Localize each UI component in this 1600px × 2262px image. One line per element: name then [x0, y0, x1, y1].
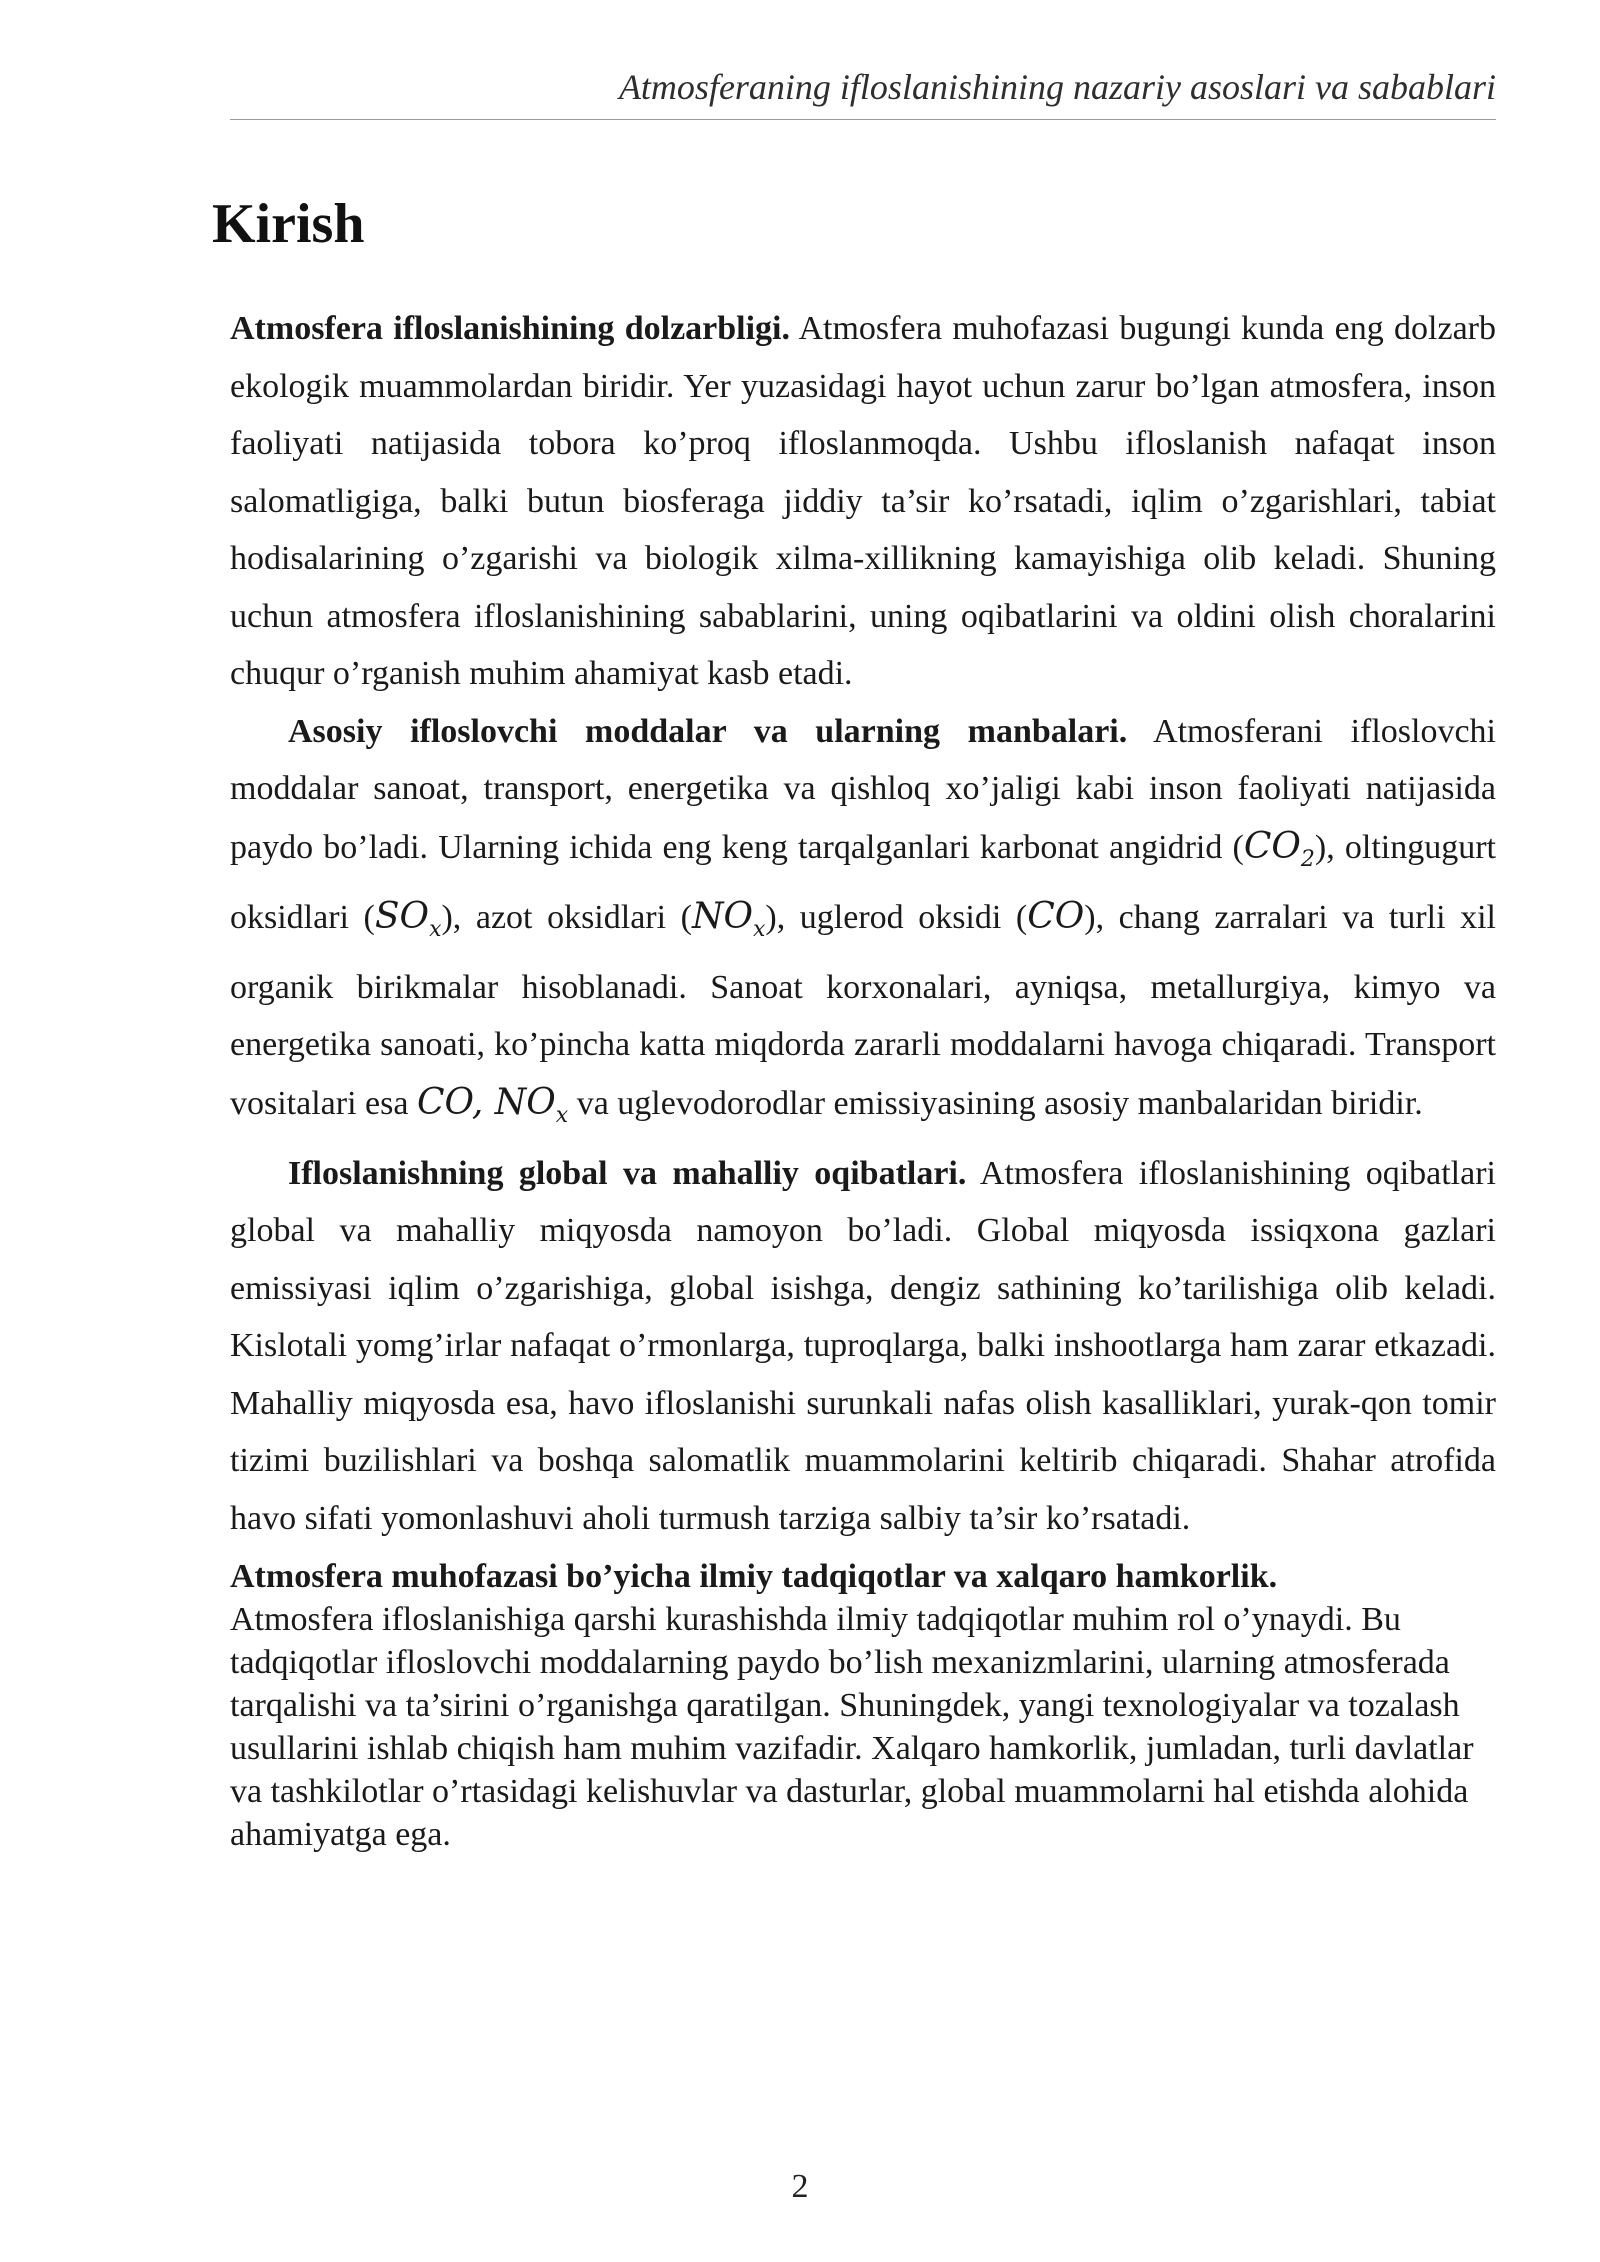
paragraph-text-research: Atmosfera ifloslanishiga qarshi kurashishda ilmiy tadqiqotlar muhim rol o’ynaydi. Bu tadqiqotlar ifloslovchi moddalarning paydo bo’lish mexanizmlarini, ularning atmosferada tarqalishi va ta’sirini o’rganishga qaratilgan. Shuningdek, yangi texnologiyalar va tozalash usullarini ishlab chiqish ham muhim vazifadir. Xalqaro hamkorlik, jumladan, turli davlatlar va tashkilotlar o’rtasidagi kelishuvlar va dasturlar, global muammolarni hal etishda alohida ahamiyatga ega.	[230, 1601, 1474, 1854]
body-text	[230, 300, 1496, 1856]
formula-nox-sub: x	[752, 917, 766, 943]
page-number: 2	[791, 2168, 809, 2205]
formula-co: CO	[1027, 896, 1085, 938]
formula-sox-sub: x	[429, 917, 442, 943]
paragraph-text-pollutants-4: ), uglerod oksidi (	[765, 899, 1028, 937]
paragraph-text-relevance: Atmosfera muhofazasi bugungi kunda eng dolzarb ekologik muammolardan biridir. Yer yuzasidagi hayot uchun zarur bo’lgan atmosfera, inson faoliyati natijasida tobora ko’proq ifloslanmoqda. Ushbu ifloslanish nafaqat inson salomatligiga, balki butun biosferaga jiddiy ta’sir ko’rsatadi, iqlim o’zgarishlari, tabiat hodisalarining o’zgarishi va biologik xilma-xillikning kamayishiga olib keladi. Shuning uchun atmosfera ifloslanishining sabablarini, uning oqibatlarini va oldini olish choralarini chuqur o’rganish muhim ahamiyat kasb etadi.	[230, 310, 1496, 692]
paragraph-text-consequences: Atmosfera ifloslanishining oqibatlari global va mahalliy miqyosda namoyon bo’ladi. Global miqyosda issiqxona gazlari emissiyasi iqlim o’zgarishiga, global isishga, dengiz sathining ko’tarilishiga olib keladi. Kislotali yomg’irlar nafaqat o’rmonlarga, tuproqlarga, balki inshootlarga ham zarar etkazadi. Mahalliy miqyosda esa, havo ifloslanishi surunkali nafas olish kasalliklari, yurak-qon tomir tizimi buzilishlari va boshqa salomatlik muammolarini keltirib chiqaradi. Shahar atrofida havo sifati yomonlashuvi aholi turmush tarziga salbiy ta’sir ko’rsatadi.	[230, 1154, 1496, 1537]
paragraph-heading-relevance: Atmosfera ifloslanishining dolzarbligi.	[230, 310, 791, 347]
formula-co2	[1243, 825, 1315, 872]
formula-nox	[691, 896, 766, 943]
formula-nox-base: NO	[691, 896, 753, 938]
paragraph-heading-research: Atmosfera muhofazasi bo’yicha ilmiy tadqiqotlar va xalqaro hamkorlik.	[230, 1558, 1278, 1596]
formula-sox-base: SO	[374, 896, 430, 938]
paragraph-heading-consequences: Ifloslanishning global va mahalliy oqibatlari.	[288, 1154, 967, 1192]
formula-co-nox	[416, 1081, 569, 1129]
paragraph-relevance	[230, 300, 1496, 703]
formula-co-nox-base: CO, NO	[416, 1081, 556, 1123]
paragraph-consequences	[230, 1145, 1496, 1548]
paragraph-text-pollutants-5: ), chang zarralari va turli xil organik birikmalar hisoblanadi. Sanoat korxonalari, ayniqsa, metallurgiya, kimyo va energetika sanoati, ko’pincha katta miqdorda zararli moddalarni havoga chiqaradi. Transport vositalari esa	[230, 899, 1496, 1122]
formula-sox	[374, 896, 442, 943]
paragraph-text-pollutants-3: ), azot oksidlari (	[441, 899, 692, 937]
formula-co2-sub: 2	[1300, 846, 1315, 872]
chapter-title: Kirish	[212, 193, 365, 255]
paragraph-heading-pollutants: Asosiy ifloslovchi moddalar va ularning manbalari.	[288, 712, 1128, 750]
paragraph-research	[230, 1555, 1496, 1856]
paragraph-text-pollutants-2: ), oltingugurt oksidlari (	[230, 828, 1496, 937]
running-header: Atmosferaning ifloslanishining nazariy asoslari va sabablari	[230, 66, 1496, 120]
formula-co2-base: CO	[1243, 825, 1301, 867]
paragraph-text-pollutants-1: Atmosferani ifloslovchi moddalar sanoat, transport, energetika va qishloq xo’jaligi kabi inson faoliyati natijasida paydo bo’ladi. Ularning ichida eng keng tarqalganlari karbonat angidrid (	[230, 712, 1497, 866]
paragraph-text-pollutants-6: va uglevodorodlar emissiyasining asosiy manbalaridan biridir.	[568, 1084, 1423, 1122]
formula-co-nox-sub: x	[555, 1103, 569, 1129]
paragraph-pollutants	[230, 703, 1496, 1145]
